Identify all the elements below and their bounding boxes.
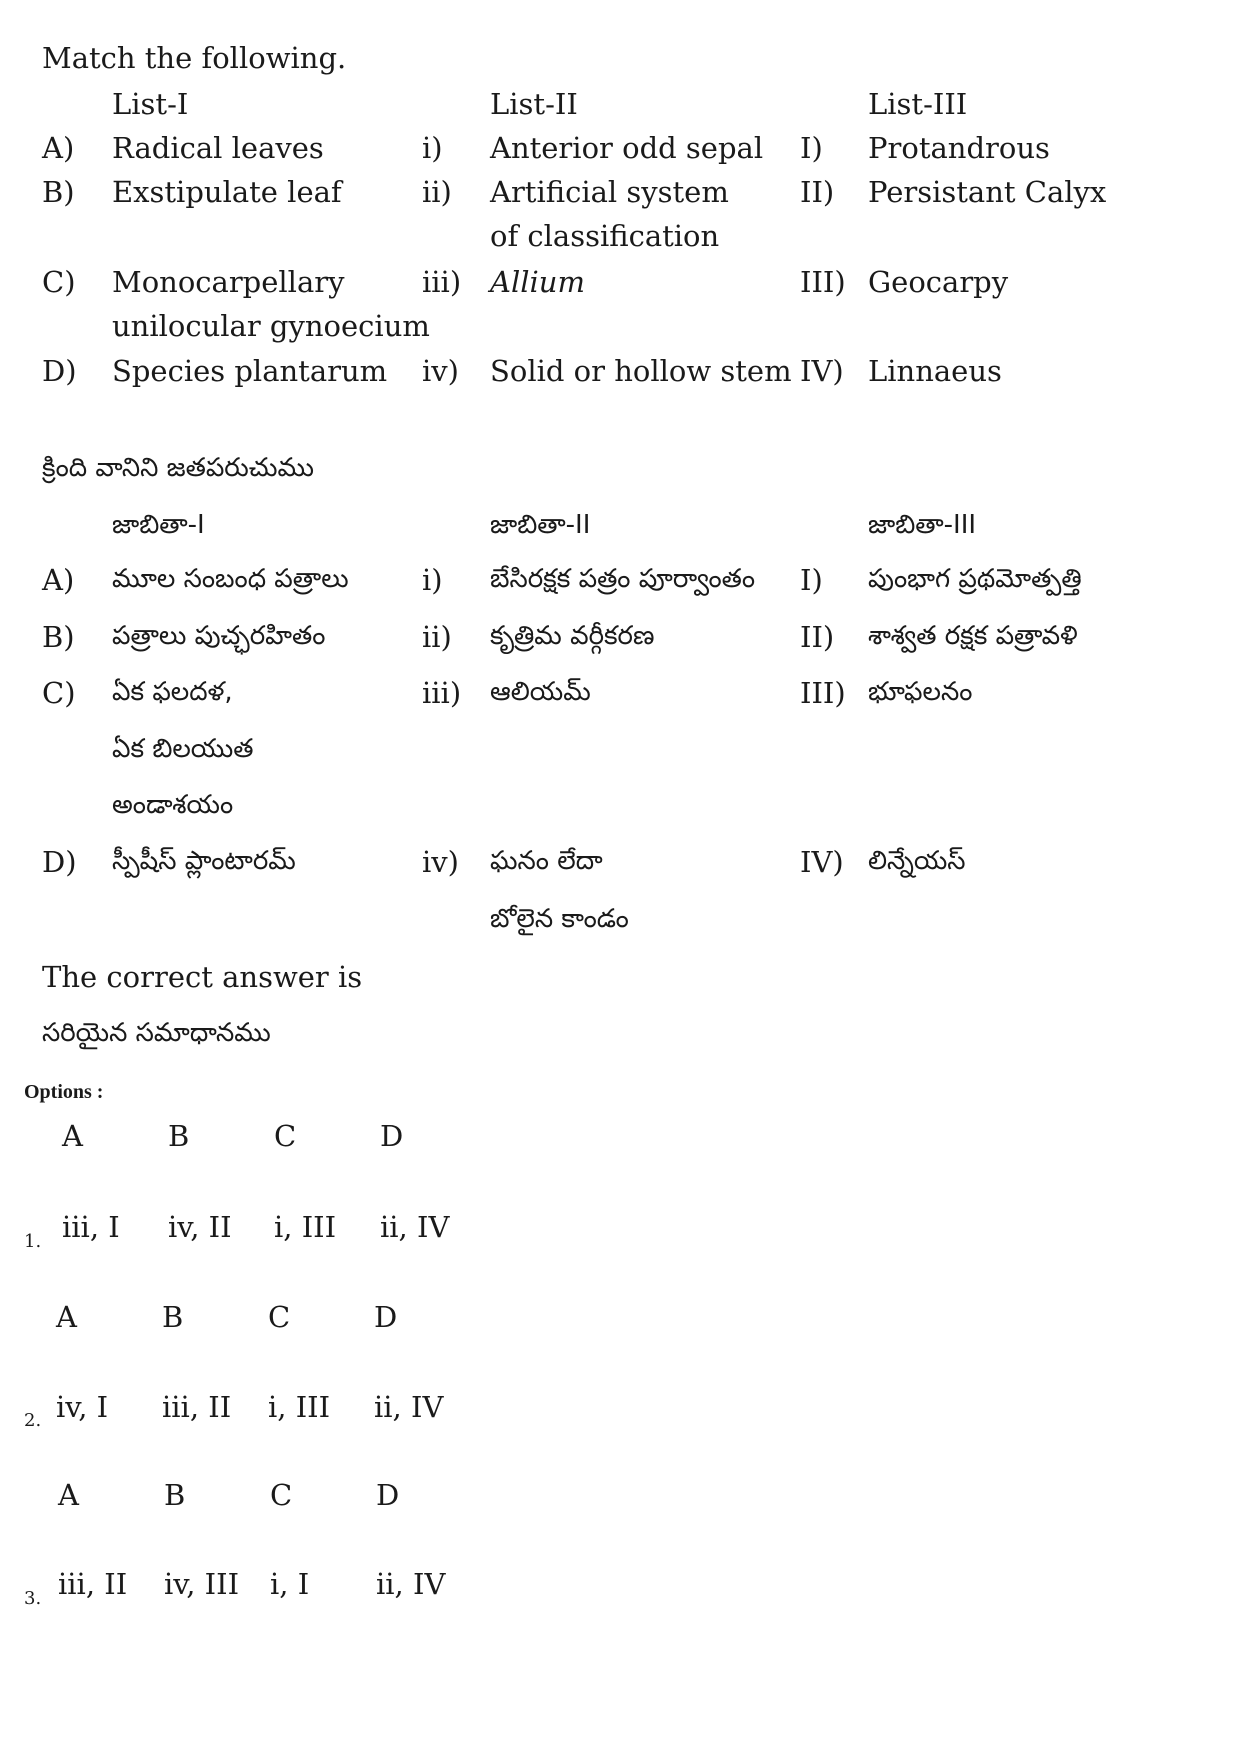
telugu-row-b-letter: B) [42, 620, 75, 654]
option-3-value-b: iv, III [164, 1567, 240, 1601]
option-1-value-b: iv, II [168, 1210, 232, 1244]
row-d-ROMAN: IV) [800, 354, 844, 388]
row-b-list1: Exstipulate leaf [112, 175, 342, 209]
telugu-list-1-header: జాబితా-I [112, 510, 205, 540]
list-3-header: List-III [868, 87, 968, 121]
option-2-header-c: C [268, 1300, 291, 1334]
row-d-roman: iv) [422, 354, 459, 388]
row-c-roman: iii) [422, 265, 462, 299]
telugu-row-c-ROMAN: III) [800, 676, 846, 710]
row-a-roman: i) [422, 131, 443, 165]
option-3-value-a: iii, II [58, 1567, 128, 1601]
option-2-value-c: i, III [268, 1390, 331, 1424]
telugu-row-d-roman: iv) [422, 845, 459, 879]
row-c-letter: C) [42, 265, 76, 299]
telugu-row-c-list1-line2: ఏక బిలయుత [112, 734, 254, 764]
telugu-row-b-list2: కృత్రిమ వర్గీకరణ [490, 621, 655, 651]
option-2-value-b: iii, II [162, 1390, 232, 1424]
row-c-list1-line2: unilocular gynoecium [112, 309, 430, 343]
row-a-ROMAN: I) [800, 131, 823, 165]
row-a-letter: A) [42, 131, 75, 165]
telugu-row-c-list3: భూఫలనం [868, 677, 973, 707]
option-3-header-b: B [164, 1478, 186, 1512]
telugu-row-a-ROMAN: I) [800, 563, 823, 597]
row-d-letter: D) [42, 354, 77, 388]
row-c-list2: Allium [490, 265, 585, 299]
telugu-answer-prompt: సరియైన సమాధానము [42, 1018, 271, 1048]
telugu-list-2-header: జాబితా-II [490, 510, 591, 540]
row-b-list2-line1: Artificial system [490, 175, 729, 209]
telugu-row-a-list1: మూల సంబంధ పత్రాలు [112, 564, 349, 594]
option-1-header-d: D [380, 1119, 404, 1153]
telugu-list-3-header: జాబితా-III [868, 510, 977, 540]
telugu-row-d-list1: స్పీషీస్ ప్లాంటారమ్ [112, 846, 296, 876]
row-d-list3: Linnaeus [868, 354, 1002, 388]
telugu-question-title: క్రింది వానిని జతపరుచుము [42, 453, 314, 483]
telugu-row-a-letter: A) [42, 563, 75, 597]
telugu-row-d-list2-line2: బోలైన కాండం [490, 904, 629, 934]
option-2-value-d: ii, IV [374, 1390, 444, 1424]
row-d-list2: Solid or hollow stem [490, 354, 792, 388]
telugu-row-d-ROMAN: IV) [800, 845, 844, 879]
option-1-number: 1. [24, 1231, 42, 1252]
row-c-ROMAN: III) [800, 265, 846, 299]
row-c-list3: Geocarpy [868, 265, 1009, 299]
option-2-header-a: A [56, 1300, 77, 1334]
telugu-row-c-roman: iii) [422, 676, 462, 710]
option-2-value-a: iv, I [56, 1390, 109, 1424]
question-title: Match the following. [42, 41, 347, 75]
telugu-row-a-list2: బేసిరక్షక పత్రం పూర్వాంతం [490, 564, 756, 594]
telugu-row-b-list3: శాశ్వత రక్షక పత్రావళి [868, 621, 1078, 651]
telugu-row-c-list1-line3: అండాశయం [112, 790, 234, 820]
list-1-header: List-I [112, 87, 189, 121]
row-b-list2-line2: of classification [490, 219, 720, 253]
row-b-roman: ii) [422, 175, 452, 209]
row-b-ROMAN: II) [800, 175, 835, 209]
option-1-header-a: A [62, 1119, 83, 1153]
option-1-value-a: iii, I [62, 1210, 120, 1244]
telugu-row-a-roman: i) [422, 563, 443, 597]
row-a-list2: Anterior odd sepal [490, 131, 764, 165]
option-3-value-c: i, I [270, 1567, 310, 1601]
row-a-list1: Radical leaves [112, 131, 324, 165]
telugu-row-b-ROMAN: II) [800, 620, 835, 654]
options-label: Options : [24, 1081, 104, 1103]
telugu-row-c-list1-line1: ఏక ఫలదళ, [112, 677, 233, 707]
answer-prompt: The correct answer is [42, 960, 363, 994]
option-1-value-c: i, III [274, 1210, 337, 1244]
row-d-list1: Species plantarum [112, 354, 388, 388]
option-3-value-d: ii, IV [376, 1567, 446, 1601]
telugu-row-d-list3: లిన్నేయస్ [868, 846, 966, 876]
option-1-header-b: B [168, 1119, 190, 1153]
option-2-header-d: D [374, 1300, 398, 1334]
option-3-header-d: D [376, 1478, 400, 1512]
option-2-number: 2. [24, 1410, 42, 1431]
telugu-row-b-roman: ii) [422, 620, 452, 654]
telugu-row-b-list1: పత్రాలు పుచ్ఛరహితం [112, 621, 326, 651]
option-1-value-d: ii, IV [380, 1210, 450, 1244]
row-a-list3: Protandrous [868, 131, 1050, 165]
telugu-row-d-list2-line1: ఘనం లేదా [490, 846, 603, 876]
option-3-header-a: A [58, 1478, 79, 1512]
option-1-header-c: C [274, 1119, 297, 1153]
row-c-list1-line1: Monocarpellary [112, 265, 345, 299]
option-3-number: 3. [24, 1588, 42, 1609]
option-3-header-c: C [270, 1478, 293, 1512]
telugu-row-a-list3: పుంభాగ ప్రథమోత్పత్తి [868, 564, 1082, 594]
list-2-header: List-II [490, 87, 578, 121]
telugu-row-c-list2: ఆలియమ్ [490, 677, 591, 707]
row-b-list3: Persistant Calyx [868, 175, 1107, 209]
telugu-row-c-letter: C) [42, 676, 76, 710]
row-b-letter: B) [42, 175, 75, 209]
telugu-row-d-letter: D) [42, 845, 77, 879]
option-2-header-b: B [162, 1300, 184, 1334]
